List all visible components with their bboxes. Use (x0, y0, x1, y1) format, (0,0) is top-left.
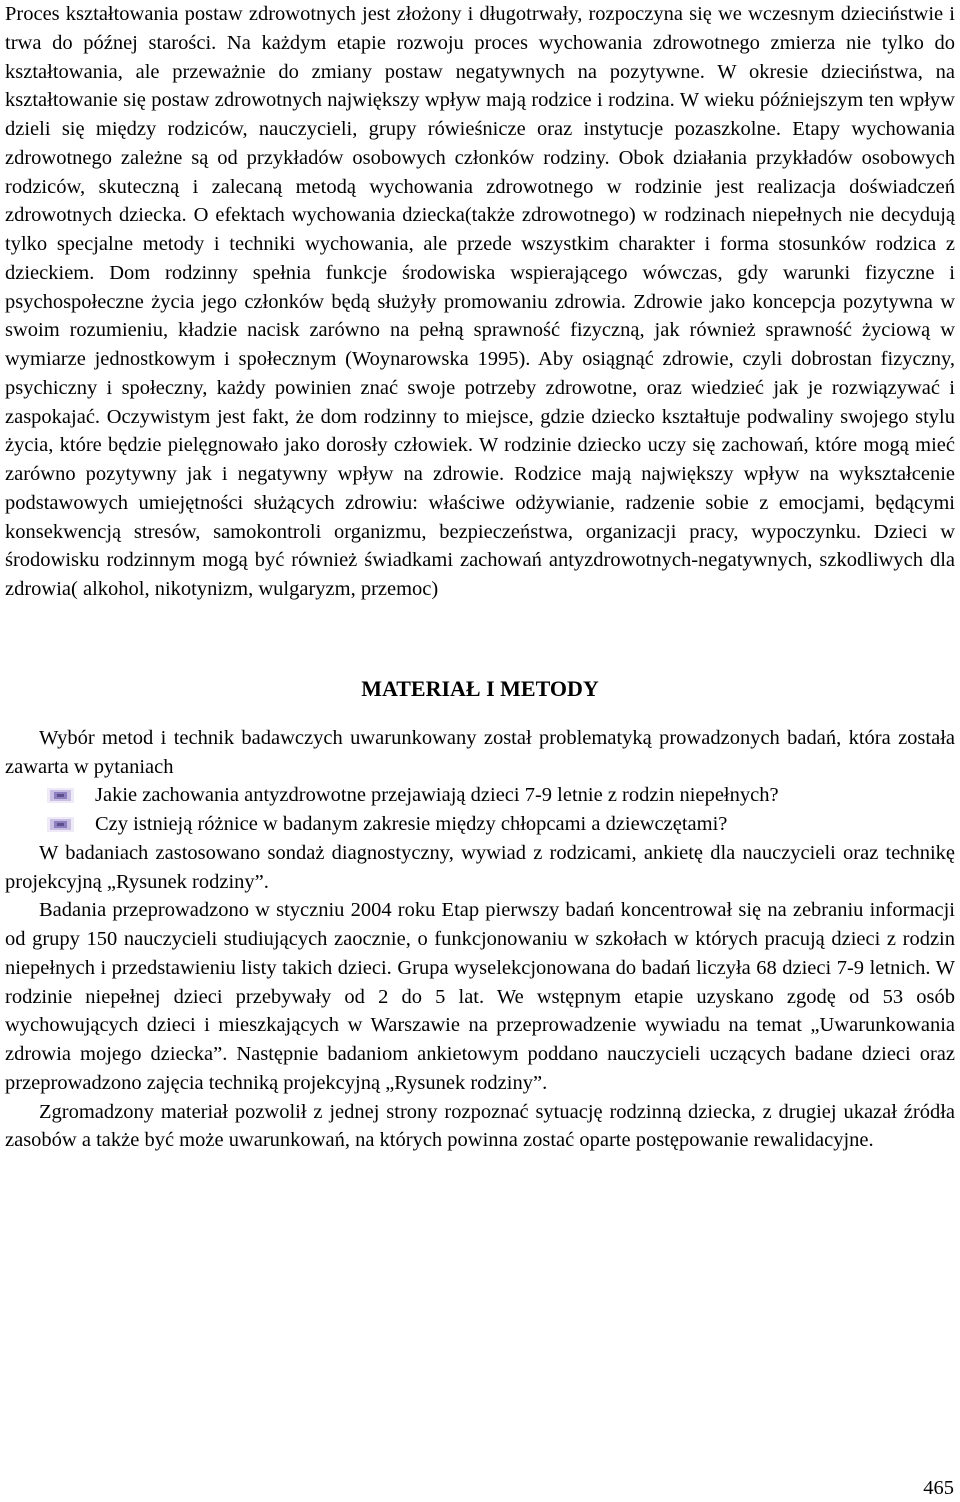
square-bullet-icon (47, 788, 74, 803)
methods-paragraph: W badaniach zastosowano sondaż diagnostyczny, wywiad z rodzicami, ankietę dla nauczycieli oraz technikę projekcyjną „Rysunek rodziny”. (5, 841, 955, 893)
methods-paragraph: Zgromadzony materiał pozwolił z jednej strony rozpoznać sytuację rodzinną dziecka, z drugiej ukazał źródła zasobów a także być może uwarunkowań, na których powinna zostać oparte postępowanie rewalidacyjne. (5, 1100, 955, 1152)
square-bullet-icon (47, 817, 74, 832)
document-page (5, 0, 955, 1155)
research-questions-list (5, 781, 955, 839)
intro-paragraph: Proces kształtowania postaw zdrowotnych jest złożony i długotrwały, rozpoczyna się we wczesnym dzieciństwie i trwa do późnej starości. Na każdym etapie rozwoju proces wychowania zdrowotnego zmierza nie tylko do kształtowania, ale przeważnie do zmiany postaw negatywnych na pozytywne. W okresie dzieciństwa, na kształtowanie się postaw zdrowotnych największy wpływ mają rodzice i rodzina. W wieku późniejszym ten wpływ dzieli się między rodziców, nauczycieli, grupy rówieśnicze oraz instytucje pozaszkolne. Etapy wychowania zdrowotnego zależne są od przykładów osobowych członków rodziny. Obok działania przykładów osobowych rodziców, skuteczną i zalecaną metodą wychowania zdrowotnego w rodzinie jest realizacja doświadczeń zdrowotnych dziecka. O efektach wychowania dziecka(także zdrowotnego) w rodzinach niepełnych nie decydują tylko specjalne metody i techniki wychowania, ale przede wszystkim charakter i forma stosunków rodzica z dzieckiem. Dom rodzinny spełnia funkcje środowiska wspierającego wówczas, gdy warunki fizyczne i psychospołeczne życia jego członków będą służyły promowaniu zdrowia. Zdrowie jako koncepcja pozytywna w swoim rozumieniu, kładzie nacisk zarówno na pełną sprawność fizyczną, jak również sprawność życiową w wymiarze jednostkowym i społecznym (Woynarowska 1995). Aby osiągnąć zdrowie, czyli dobrostan fizyczny, psychiczny i społeczny, każdy powinien znać swoje potrzeby zdrowotne, oraz wiedzieć jak je rozwiązywać i zaspokajać. Oczywistym jest fakt, że dom rodzinny to miejsce, gdzie dziecko kształtuje podwaliny swojego stylu życia, które będzie pielęgnowało jako dorosły człowiek. W rodzinie dziecko uczy się zachowań, które mogą mieć zarówno pozytywny jak i negatywny wpływ na zdrowie. Rodzice mają największy wpływ na wykształcenie podstawowych umiejętności służących zdrowiu: właściwe odżywianie, radzenie sobie z emocjami, będącymi konsekwencją stresów, samokontroli organizmu, bezpieczeństwa, organizacji pracy, wypoczynku. Dzieci w środowisku rodzinnym mogą być również świadkami zachowań antyzdrowotnych-negatywnych, szkodliwych dla zdrowia( alkohol, nikotynizm, wulgaryzm, przemoc) (5, 3, 955, 600)
list-item (5, 781, 955, 810)
methods-paragraph: Badania przeprowadzono w styczniu 2004 roku Etap pierwszy badań koncentrował się na zebraniu informacji od grupy 150 nauczycieli studiujących zaocznie, o funkcjonowaniu w szkołach w których pracują dzieci z rodzin niepełnych i przedstawieniu listy takich dzieci. Grupa wyselekcjonowana do badań liczyła 68 dzieci 7-9 letnich. W rodzinie niepełnej dzieci przebywały od 2 do 5 lat. We wstępnym etapie uzyskano zgodę od 53 osób wychowujących dzieci i mieszkających w Warszawie na przeprowadzenie wywiadu na temat „Uwarunkowania zdrowia mojego dziecka”. Następnie badaniom ankietowym poddano nauczycieli uczących badane dzieci oraz przeprowadzono zajęcia techniką projekcyjną „Rysunek rodziny”. (5, 899, 955, 1094)
question-text: Czy istnieją różnice w badanym zakresie między chłopcami a dziewczętami? (95, 813, 728, 835)
question-text: Jakie zachowania antyzdrowotne przejawiają dzieci 7-9 letnie z rodzin niepełnych? (95, 784, 779, 807)
section-heading: MATERIAŁ I METODY (361, 675, 599, 701)
page-number: 465 (923, 1477, 954, 1499)
list-item (5, 810, 955, 839)
methods-intro-paragraph: Wybór metod i technik badawczych uwarunkowany został problematyką prowadzonych badań, która została zawarta w pytaniach (5, 726, 955, 778)
